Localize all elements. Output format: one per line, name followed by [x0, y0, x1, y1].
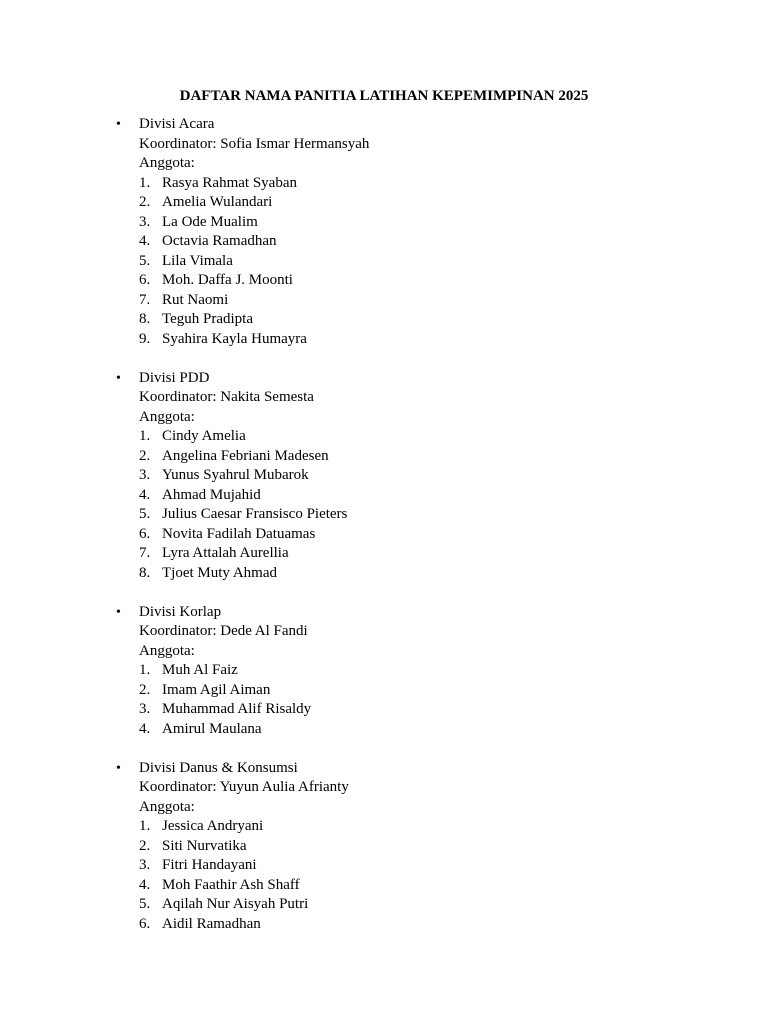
member-name: Lyra Attalah Aurellia — [162, 545, 289, 561]
member-number: 2. — [139, 194, 151, 210]
division-section — [0, 369, 768, 584]
member-number: 1. — [139, 428, 151, 444]
division-list — [0, 115, 768, 954]
member-list-item — [0, 661, 768, 681]
member-list-item — [0, 856, 768, 876]
member-list-item — [0, 310, 768, 330]
members-label-line — [0, 154, 768, 174]
division-section — [0, 115, 768, 349]
member-number: 5. — [139, 506, 151, 522]
coordinator-text: Koordinator: Sofia Ismar Hermansyah — [139, 135, 370, 152]
coordinator-text: Koordinator: Yuyun Aulia Afrianty — [139, 779, 349, 795]
members-label-line — [0, 798, 768, 818]
member-number: 4. — [139, 486, 151, 503]
member-list-item — [0, 466, 768, 486]
member-list-item — [0, 232, 768, 252]
member-name: Muh Al Faiz — [162, 662, 238, 678]
member-list-item — [0, 447, 768, 467]
member-list-item — [0, 252, 768, 272]
member-list-item — [0, 193, 768, 213]
member-name: Cindy Amelia — [162, 428, 246, 444]
members-label: Anggota: — [139, 155, 195, 171]
member-number: 2. — [139, 681, 151, 698]
member-list-item — [0, 291, 768, 311]
members-label-line — [0, 408, 768, 428]
member-list-item — [0, 505, 768, 525]
member-name: Rasya Rahmat Syaban — [162, 174, 297, 191]
member-number: 7. — [139, 291, 151, 308]
member-list-item — [0, 564, 768, 584]
member-name: Rut Naomi — [162, 291, 229, 308]
member-name: Imam Agil Aiman — [162, 681, 271, 698]
member-name: Aidil Ramadhan — [162, 915, 261, 932]
division-name: Divisi PDD — [139, 369, 210, 386]
member-list-item — [0, 525, 768, 545]
member-list-item — [0, 330, 768, 350]
member-name: Aqilah Nur Aisyah Putri — [162, 896, 309, 912]
member-number: 8. — [139, 311, 151, 327]
member-number: 2. — [139, 447, 151, 464]
member-number: 4. — [139, 876, 151, 893]
member-list-item — [0, 700, 768, 720]
division-heading-line — [0, 369, 768, 389]
member-name: Teguh Pradipta — [162, 311, 254, 327]
bullet-icon: • — [116, 117, 121, 132]
coordinator-text: Koordinator: Dede Al Fandi — [139, 623, 308, 639]
division-name: Divisi Acara — [139, 116, 215, 132]
member-list-item — [0, 895, 768, 915]
member-number: 3. — [139, 857, 151, 873]
member-list-item — [0, 876, 768, 896]
member-name: La Ode Mualim — [162, 213, 258, 230]
coordinator-line — [0, 388, 768, 408]
members-label: Anggota: — [139, 798, 195, 815]
member-number: 3. — [139, 213, 151, 230]
member-name: Siti Nurvatika — [162, 837, 247, 854]
member-name: Amelia Wulandari — [162, 194, 273, 210]
member-list-item — [0, 544, 768, 564]
member-list-item — [0, 720, 768, 740]
member-number: 7. — [139, 545, 151, 561]
member-number: 8. — [139, 564, 151, 581]
member-number: 1. — [139, 174, 151, 191]
member-list-item — [0, 427, 768, 447]
division-section — [0, 759, 768, 935]
member-number: 3. — [139, 467, 151, 483]
coordinator-line — [0, 135, 768, 155]
bullet-icon: • — [116, 604, 121, 620]
coordinator-text: Koordinator: Nakita Semesta — [139, 389, 314, 405]
member-number: 1. — [139, 818, 151, 834]
member-name: Amirul Maulana — [162, 720, 262, 737]
member-list-item — [0, 271, 768, 291]
coordinator-line — [0, 778, 768, 798]
member-number: 6. — [139, 525, 151, 542]
member-name: Yunus Syahrul Mubarok — [162, 467, 309, 483]
member-name: Jessica Andryani — [162, 818, 264, 834]
document-title: DAFTAR NAMA PANITIA LATIHAN KEPEMIMPINAN 2025 — [179, 88, 589, 104]
member-name: Ahmad Mujahid — [162, 486, 261, 503]
members-label: Anggota: — [139, 408, 195, 425]
division-heading-line — [0, 603, 768, 623]
member-name: Angelina Febriani Madesen — [162, 447, 329, 464]
member-list-item — [0, 681, 768, 701]
member-name: Lila Vimala — [162, 252, 233, 269]
member-name: Moh Faathir Ash Shaff — [162, 876, 300, 893]
coordinator-line — [0, 622, 768, 642]
member-name: Muhammad Alif Risaldy — [162, 701, 312, 717]
division-name: Divisi Danus & Konsumsi — [139, 759, 298, 776]
bullet-icon: • — [116, 760, 121, 776]
member-list-item — [0, 213, 768, 233]
member-name: Syahira Kayla Humayra — [162, 330, 307, 347]
member-number: 1. — [139, 662, 151, 678]
division-name: Divisi Korlap — [139, 603, 222, 620]
member-number: 2. — [139, 837, 151, 854]
division-heading-line — [0, 115, 768, 135]
member-number: 6. — [139, 915, 151, 932]
member-number: 5. — [139, 896, 151, 912]
member-list-item — [0, 817, 768, 837]
division-heading-line — [0, 759, 768, 779]
member-number: 5. — [139, 252, 151, 269]
member-number: 9. — [139, 330, 151, 347]
member-name: Fitri Handayani — [162, 857, 257, 873]
member-name: Moh. Daffa J. Moonti — [162, 272, 293, 288]
members-label: Anggota: — [139, 642, 195, 659]
member-name: Novita Fadilah Datuamas — [162, 525, 316, 542]
member-name: Tjoet Muty Ahmad — [162, 564, 277, 581]
member-number: 3. — [139, 701, 151, 717]
member-number: 6. — [139, 272, 151, 288]
member-list-item — [0, 486, 768, 506]
division-section — [0, 603, 768, 740]
bullet-icon: • — [116, 370, 121, 386]
member-list-item — [0, 915, 768, 935]
member-name: Octavia Ramadhan — [162, 233, 277, 249]
member-list-item — [0, 837, 768, 857]
member-number: 4. — [139, 233, 151, 249]
member-list-item — [0, 174, 768, 194]
member-name: Julius Caesar Fransisco Pieters — [162, 506, 348, 522]
members-label-line — [0, 642, 768, 662]
member-number: 4. — [139, 720, 151, 737]
